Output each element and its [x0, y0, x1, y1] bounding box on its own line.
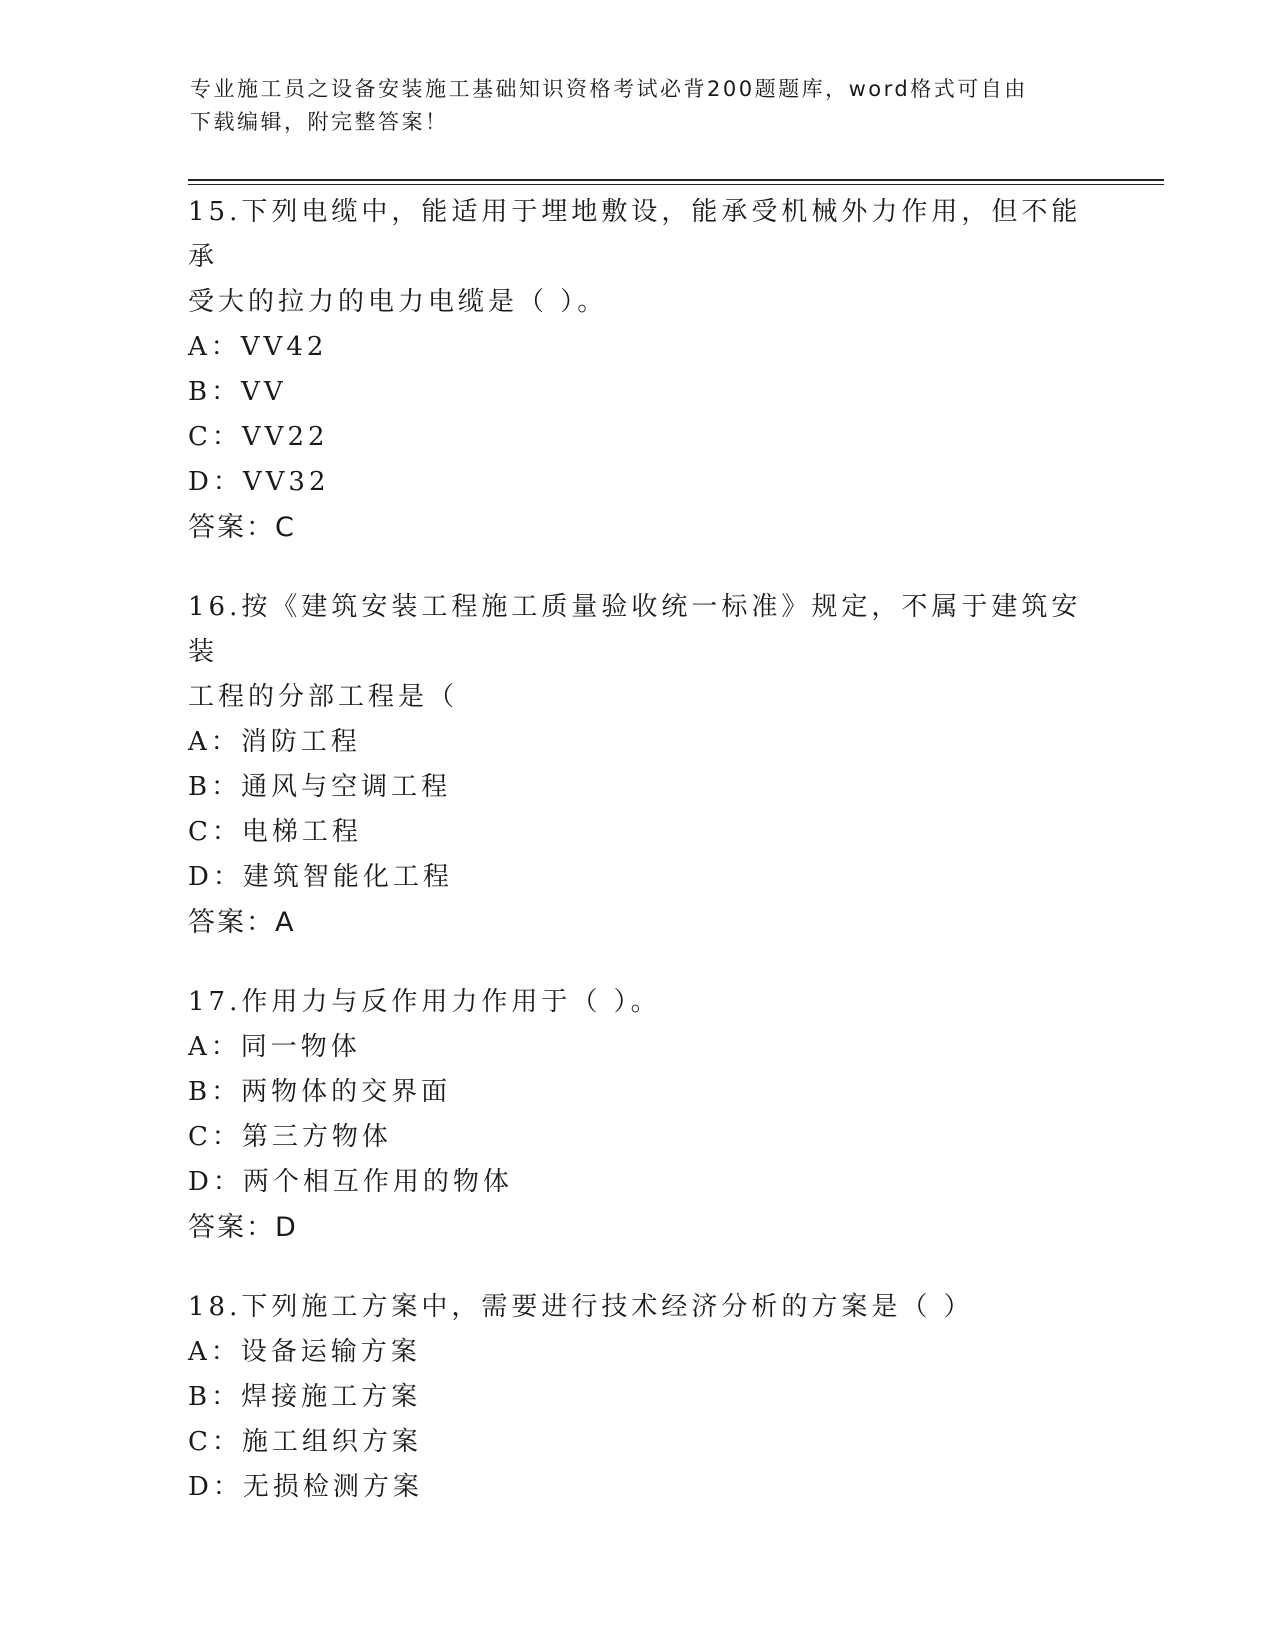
option-d: D：VV32 [188, 467, 330, 497]
option-b: B：两物体的交界面 [188, 1077, 452, 1107]
option-a: A：VV42 [188, 332, 328, 362]
question-stem-line: 15.下列电缆中，能适用于埋地敷设，能承受机械外力作用，但不能承 [188, 197, 1082, 272]
question-list [188, 190, 1088, 1545]
question-16 [188, 585, 1088, 945]
option-a: A：同一物体 [188, 1032, 361, 1062]
page-header [190, 73, 1090, 139]
answer: 答案：C [188, 512, 296, 543]
option-b: B：焊接施工方案 [188, 1382, 422, 1412]
question-stem-line: 工程的分部工程是（ [188, 682, 459, 712]
question-stem-line: 18.下列施工方案中，需要进行技术经济分析的方案是（ ） [188, 1292, 974, 1322]
option-c: C：电梯工程 [188, 817, 362, 847]
header-divider [188, 179, 1164, 181]
answer: 答案：A [188, 907, 296, 938]
option-c: C：施工组织方案 [188, 1427, 422, 1457]
option-c: C：VV22 [188, 422, 329, 452]
question-stem-line: 17.作用力与反作用力作用于（ ）。 [188, 987, 661, 1017]
question-18 [188, 1285, 1088, 1510]
option-a: A：设备运输方案 [188, 1337, 421, 1367]
header-divider-thin [188, 184, 1164, 185]
option-d: D：无损检测方案 [188, 1472, 423, 1502]
question-17 [188, 980, 1088, 1250]
question-15 [188, 190, 1088, 550]
option-b: B：VV [188, 377, 287, 407]
option-d: D：两个相互作用的物体 [188, 1167, 513, 1197]
option-b: B：通风与空调工程 [188, 772, 452, 802]
answer: 答案：D [188, 1212, 298, 1243]
option-a: A：消防工程 [188, 727, 361, 757]
question-stem-line: 16.按《建筑安装工程施工质量验收统一标准》规定，不属于建筑安装 [188, 592, 1082, 667]
option-d: D：建筑智能化工程 [188, 862, 453, 892]
header-line-2: 下载编辑，附完整答案！ [190, 110, 449, 134]
option-c: C：第三方物体 [188, 1122, 392, 1152]
question-stem-line: 受大的拉力的电力电缆是（ ）。 [188, 287, 608, 317]
header-line-1: 专业施工员之设备安装施工基础知识资格考试必背200题题库，word格式可自由 [190, 77, 1028, 101]
